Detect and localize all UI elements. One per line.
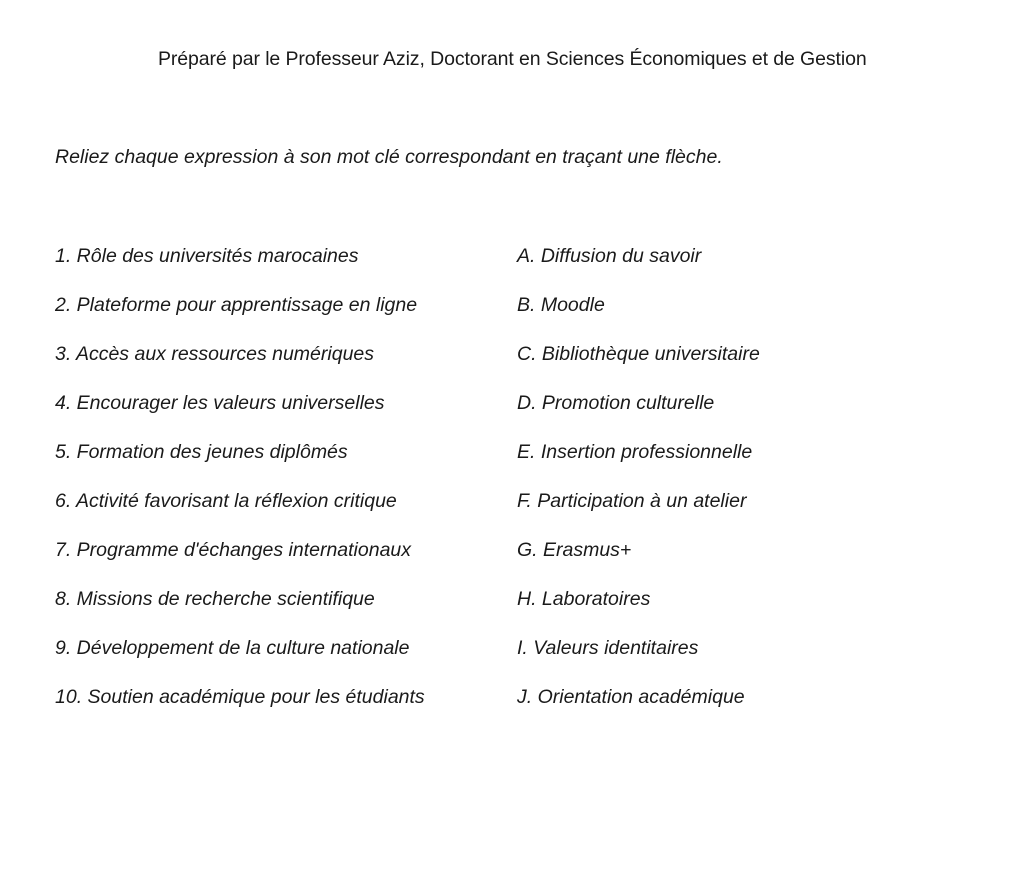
expression-item-8: 8. Missions de recherche scientifique xyxy=(55,588,375,610)
document-header: Préparé par le Professeur Aziz, Doctorant en Sciences Économiques et de Gestion xyxy=(158,48,867,70)
expressions-list xyxy=(55,242,425,732)
keyword-item-g: G. Erasmus+ xyxy=(517,539,632,561)
keyword-item-c: C. Bibliothèque universitaire xyxy=(517,343,760,365)
expression-item-1: 1. Rôle des universités marocaines xyxy=(55,245,359,267)
keywords-list xyxy=(517,242,760,732)
keyword-item-i: I. Valeurs identitaires xyxy=(517,637,699,659)
keyword-item-a: A. Diffusion du savoir xyxy=(517,245,702,267)
keyword-item-j: J. Orientation académique xyxy=(517,686,745,708)
expression-item-10: 10. Soutien académique pour les étudiants xyxy=(55,686,425,708)
keyword-item-h: H. Laboratoires xyxy=(517,588,651,610)
expression-item-4: 4. Encourager les valeurs universelles xyxy=(55,392,385,414)
expression-item-7: 7. Programme d'échanges internationaux xyxy=(55,539,412,561)
expression-item-5: 5. Formation des jeunes diplômés xyxy=(55,441,348,463)
keyword-item-f: F. Participation à un atelier xyxy=(517,490,747,512)
expression-item-6: 6. Activité favorisant la réflexion critique xyxy=(55,490,397,512)
expression-item-2: 2. Plateforme pour apprentissage en ligne xyxy=(55,294,418,316)
expression-item-9: 9. Développement de la culture nationale xyxy=(55,637,410,659)
keyword-item-b: B. Moodle xyxy=(517,294,605,316)
keyword-item-e: E. Insertion professionnelle xyxy=(517,441,753,463)
expression-item-3: 3. Accès aux ressources numériques xyxy=(55,343,375,365)
keyword-item-d: D. Promotion culturelle xyxy=(517,392,715,414)
exercise-instruction: Reliez chaque expression à son mot clé correspondant en traçant une flèche. xyxy=(55,146,723,168)
